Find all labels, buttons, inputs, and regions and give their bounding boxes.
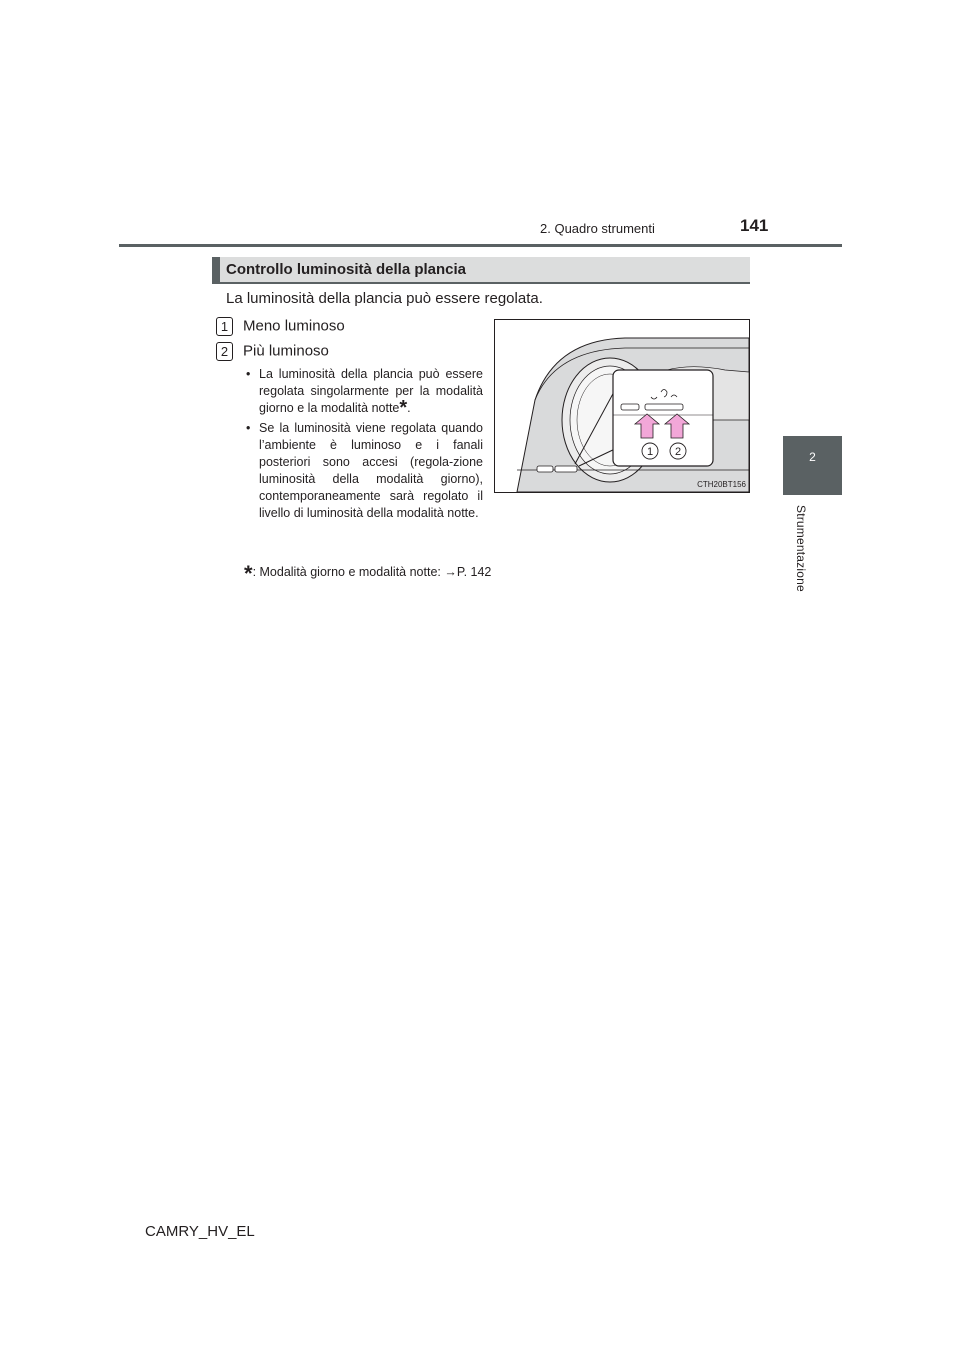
- instrument-panel-drawing: [495, 320, 749, 492]
- figure-code: CTH20BT156: [697, 480, 746, 489]
- footnote-marker: *: [399, 397, 408, 419]
- footnote-star: *: [244, 561, 253, 586]
- section-intro: La luminosità della plancia può essere regolata.: [226, 290, 543, 307]
- header-divider: [119, 244, 842, 247]
- section-heading-accent: [212, 257, 220, 284]
- section-title: Controllo luminosità della plancia: [226, 261, 467, 278]
- notes-list: [246, 366, 483, 522]
- step-item: [216, 317, 345, 336]
- note-text: Se la luminosità viene regolata quando l’ambiente è luminoso e i fanali posteriori sono accesi (regola-zione luminosità della modalità giorno), contemporaneamente sarà regolato il livello di luminosità della modalità notte.: [259, 421, 483, 520]
- footnote-text: : Modalità giorno e modalità notte: →P. 142: [252, 565, 492, 579]
- step-item: [216, 342, 329, 361]
- note-suffix: .: [407, 401, 411, 415]
- dashboard-illustration: [494, 319, 750, 493]
- chapter-tab-label: Strumentazione: [794, 505, 808, 592]
- note-text: La luminosità della plancia può essere regolata singolarmente per la modalità giorno e la modalità notte: [259, 367, 483, 415]
- footnote: [244, 561, 491, 587]
- footer-model-code: CAMRY_HV_EL: [145, 1223, 255, 1240]
- step-label: Più luminoso: [243, 342, 329, 360]
- chapter-tab: [783, 436, 842, 495]
- step-number: 1: [216, 317, 233, 336]
- running-header-section: 2. Quadro strumenti: [540, 221, 655, 236]
- step-label: Meno luminoso: [243, 317, 345, 335]
- callout-2: 2: [674, 446, 682, 458]
- note-item: [246, 420, 483, 522]
- step-number: 2: [216, 342, 233, 361]
- callout-1: 1: [646, 446, 654, 458]
- note-item: [246, 366, 483, 417]
- chapter-tab-number: 2: [809, 450, 816, 464]
- page-number: 141: [740, 216, 769, 235]
